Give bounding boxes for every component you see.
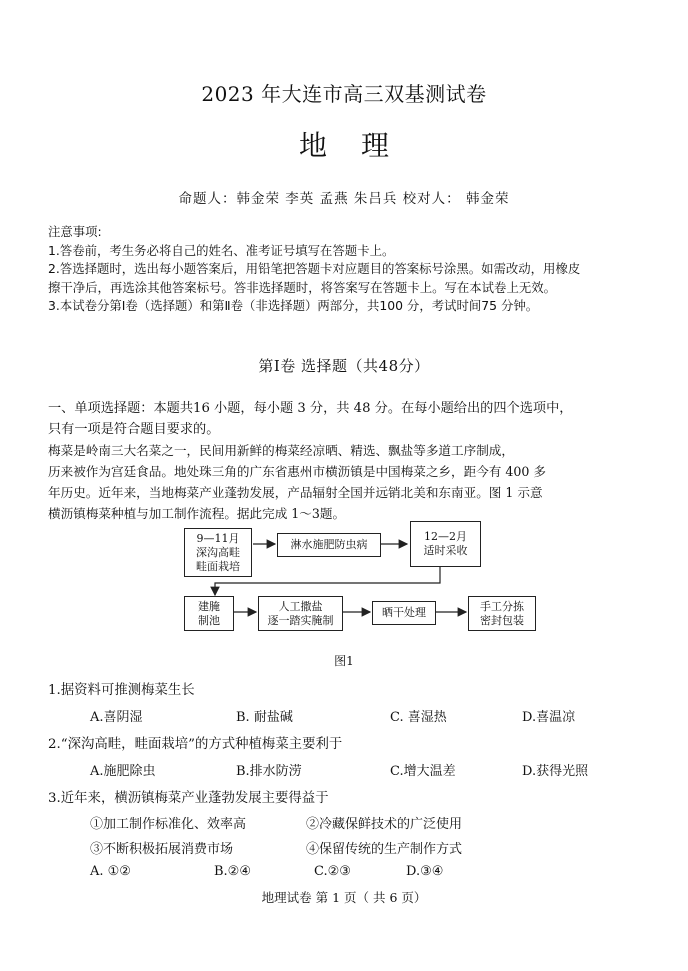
q3-statement-4: ④保留传统的生产制作方式 xyxy=(306,842,463,857)
flow-text: 深沟高畦 xyxy=(196,545,240,559)
q3-option-b: B.②④ xyxy=(214,864,251,879)
question-1-stem: 1.据资料可推测梅菜生长 xyxy=(48,683,195,698)
flow-text: 晒干处理 xyxy=(382,606,426,619)
q1-option-b: B. 耐盐碱 xyxy=(236,710,293,725)
notes-line: 3.本试卷分第Ⅰ卷（选择题）和第Ⅱ卷（非选择题）两部分，共100 分，考试时间75 分钟。 xyxy=(48,298,539,313)
instruction-line: 一、单项选择题：本题共16 小题，每小题 3 分，共 48 分。在每小题给出的四个选项中， xyxy=(48,401,573,416)
flow-text: 制池 xyxy=(198,613,220,627)
q3-statement-1: ①加工制作标准化、效率高 xyxy=(90,817,247,832)
section-title: 第Ⅰ卷 选择题（共48分） xyxy=(258,357,430,375)
flow-text: 逐一踏实腌制 xyxy=(267,613,334,627)
flow-box-harvest xyxy=(410,521,481,567)
flow-text: 人工撒盐 xyxy=(278,599,323,613)
q1-option-a: A.喜阴湿 xyxy=(90,710,143,725)
figure-caption: 图1 xyxy=(334,654,354,668)
flow-box-fertilize xyxy=(277,533,381,557)
flow-text: 12—2月 xyxy=(424,530,467,543)
flow-box-salting xyxy=(258,596,343,631)
flow-text: 手工分拣 xyxy=(480,599,524,613)
q3-statement-2: ②冷藏保鲜技术的广泛使用 xyxy=(306,817,463,832)
flow-box-packing xyxy=(468,596,536,631)
q3-option-c: C.②③ xyxy=(314,864,351,879)
material-line: 年历史。近年来，当地梅菜产业蓬勃发展，产品辐射全国并远销北美和东南亚。图 1 示意 xyxy=(48,485,543,500)
flow-text: 密封包装 xyxy=(480,613,524,627)
material-line: 横沥镇梅菜种植与加工制作流程。据此完成 1～3题。 xyxy=(48,506,346,521)
q3-statement-3: ③不断积极拓展消费市场 xyxy=(90,842,234,857)
notes-line: 擦干净后，再选涂其他答案标号。答非选择题时，将答案写在答题卡上。写在本试卷上无效。 xyxy=(48,279,557,295)
flow-text: 畦面栽培 xyxy=(196,559,240,573)
flow-box-pool xyxy=(184,596,234,631)
notes-line: 2.答选择题时，选出每小题答案后，用铅笔把答题卡对应题目的答案标号涂黑。如需改动，用橡皮 xyxy=(48,261,581,276)
q2-option-a: A.施肥除虫 xyxy=(90,764,156,779)
material-line: 梅菜是岭南三大名菜之一，民间用新鲜的梅菜经凉晒、精选、飘盐等多道工序制成， xyxy=(48,443,514,458)
flow-box-drying xyxy=(372,601,436,625)
q2-option-b: B.排水防涝 xyxy=(236,764,302,779)
page-footer: 地理试卷 第 1 页（ 共 6 页） xyxy=(261,890,427,905)
notes-heading: 注意事项: xyxy=(48,224,102,239)
flow-text: 建腌 xyxy=(198,599,220,613)
flow-text: 9—11月 xyxy=(196,531,240,545)
q1-option-d: D.喜温凉 xyxy=(522,710,576,725)
instruction-line: 只有一项是符合题目要求的。 xyxy=(48,422,220,437)
material-line: 历来被作为宫廷食品。地处珠三角的广东省惠州市横沥镇是中国梅菜之乡，距今有 400 多 xyxy=(48,464,547,479)
q1-option-c: C. 喜湿热 xyxy=(390,710,447,725)
question-2-stem: 2.“深沟高畦，畦面栽培”的方式种植梅菜主要利于 xyxy=(48,737,343,752)
q3-option-a: A. ①② xyxy=(90,864,131,879)
flow-box-planting xyxy=(184,528,252,577)
flow-text: 适时采收 xyxy=(423,544,468,557)
exam-title: 2023 年大连市高三双基测试卷 xyxy=(201,82,487,106)
q2-option-c: C.增大温差 xyxy=(390,764,456,779)
question-3-stem: 3.近年来，横沥镇梅菜产业蓬勃发展主要得益于 xyxy=(48,791,329,806)
notes-line: 1.答卷前，考生务必将自己的姓名、准考证号填写在答题卡上。 xyxy=(48,242,395,258)
q2-option-d: D.获得光照 xyxy=(522,764,589,779)
author-line: 命题人：韩金荣 李英 孟燕 朱吕兵 校对人： 韩金荣 xyxy=(178,191,510,207)
q3-option-d: D.③④ xyxy=(406,864,444,879)
flow-text: 淋水施肥防虫病 xyxy=(290,538,368,551)
subject-title: 地理 xyxy=(298,129,423,162)
